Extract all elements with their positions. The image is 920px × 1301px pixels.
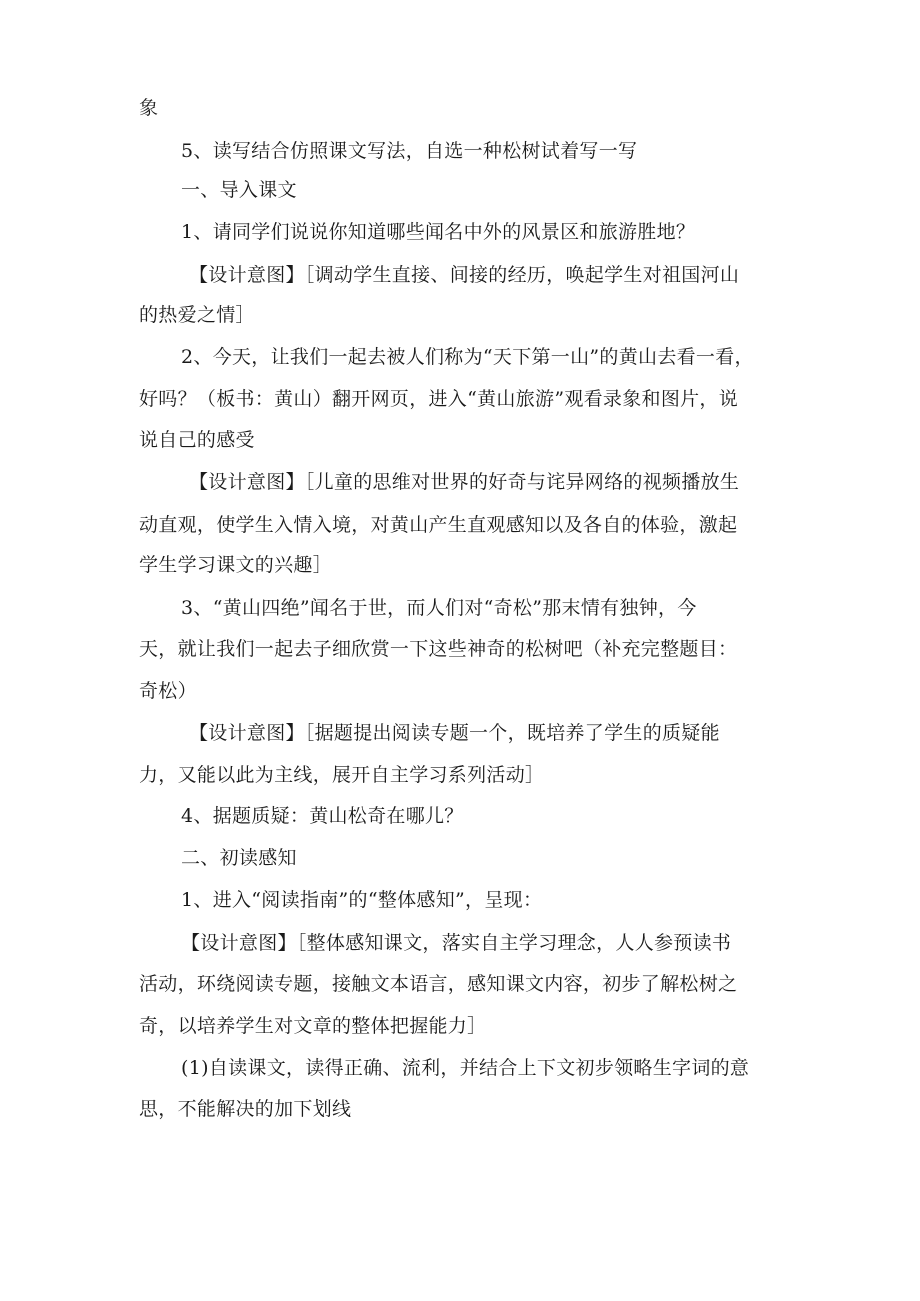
text-line: 奇，以培养学生对文章的整体把握能力］: [139, 1015, 487, 1037]
design-intent-line: 【设计意图】［调动学生直接、间接的经历，唤起学生对祖国河山: [189, 264, 740, 286]
design-intent-line: 【设计意图】［整体感知课文，落实自主学习理念，人人参预读书: [181, 932, 732, 954]
text-line: 1、进入“阅读指南”的“整体感知”，呈现：: [181, 889, 543, 911]
text-line: 1、请同学们说说你知道哪些闻名中外的风景区和旅游胜地？: [181, 221, 696, 243]
text-line: 的热爱之情］: [139, 304, 255, 326]
section-heading: 一、导入课文: [181, 179, 297, 201]
section-heading: 二、初读感知: [181, 847, 297, 869]
text-line: 说自己的感受: [139, 429, 255, 451]
design-intent-line: 【设计意图】［据题提出阅读专题一个，既培养了学生的质疑能: [189, 722, 720, 744]
text-line: 象: [139, 97, 159, 119]
text-line: 学生学习课文的兴趣］: [139, 554, 333, 576]
text-line: 3、“黄山四绝”闻名于世，而人们对“奇松”那末情有独钟，今: [181, 597, 697, 619]
text-line: 好吗？（板书：黄山）翻开网页，进入“黄山旅游”观看录象和图片，说: [139, 388, 739, 410]
text-line: 思，不能解决的加下划线: [139, 1098, 352, 1120]
design-intent-line: 【设计意图】［儿童的思维对世界的好奇与诧异网络的视频播放生: [189, 471, 740, 493]
text-line: 天，就让我们一起去子细欣赏一下这些神奇的松树吧（补充完整题目：: [139, 638, 738, 660]
text-line: (1)自读课文，读得正确、流利，并结合上下文初步领略生字词的意: [181, 1057, 750, 1079]
text-line: 力，又能以此为主线，展开自主学习系列活动］: [139, 764, 545, 786]
text-line: 奇松）: [139, 680, 197, 702]
text-line: 4、据题质疑：黄山松奇在哪儿？: [181, 805, 464, 827]
text-line: 5、读写结合仿照课文写法，自选一种松树试着写一写: [181, 140, 638, 162]
text-line: 活动，环绕阅读专题，接触文本语言，感知课文内容，初步了解松树之: [139, 973, 738, 995]
text-line: 动直观，使学生入情入境，对黄山产生直观感知以及各自的体验，激起: [139, 514, 738, 536]
text-line: 2、今天，让我们一起去被人们称为“天下第一山”的黄山去看一看，: [181, 346, 754, 368]
